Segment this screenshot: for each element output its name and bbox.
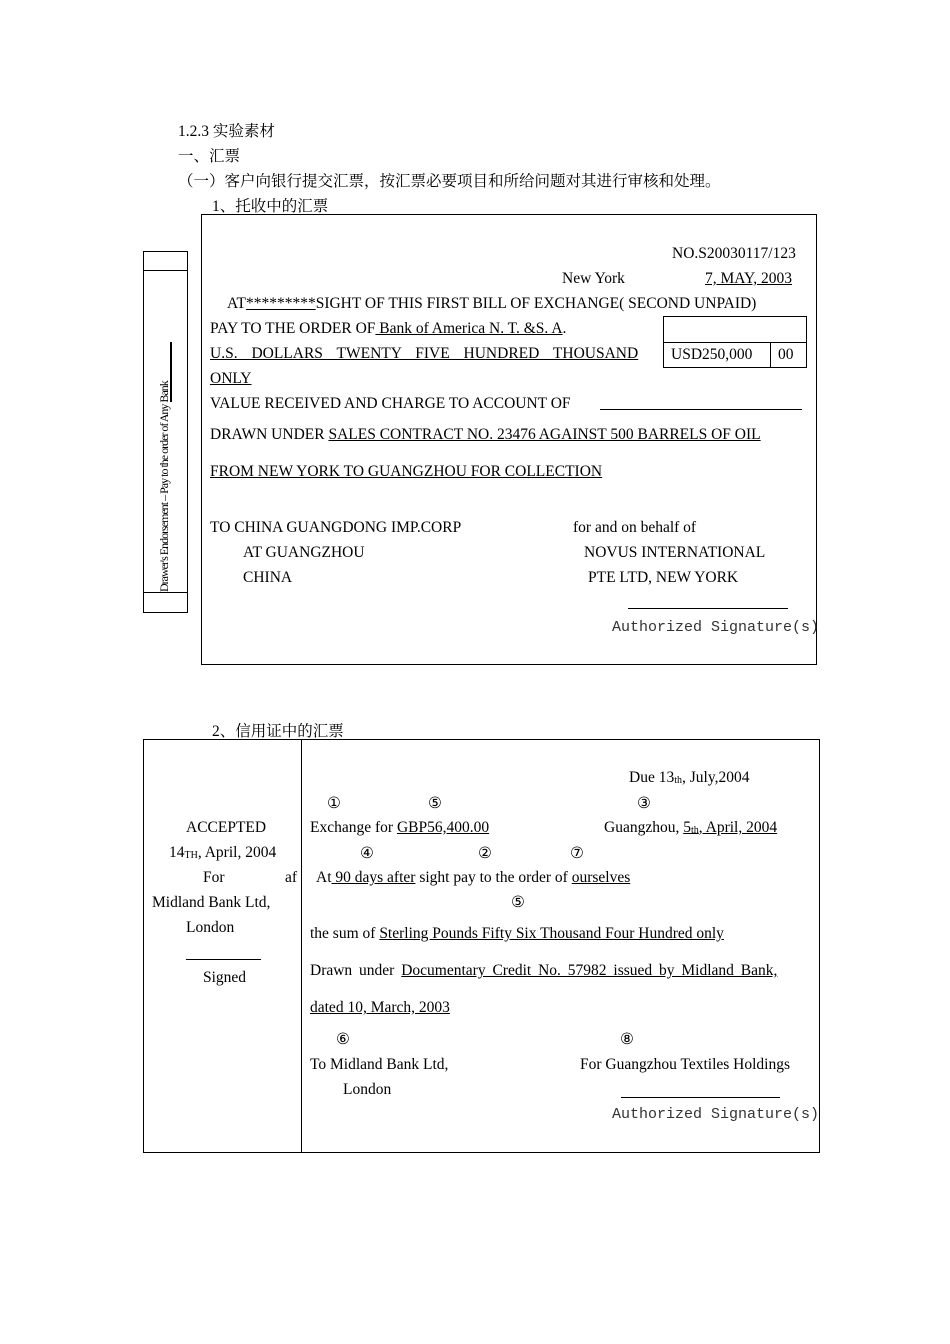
signed-label: Signed <box>203 969 247 986</box>
tenor: 90 days after <box>331 869 416 886</box>
contract-reference: SALES CONTRACT NO. 23476 AGAINST 500 BARRELS OF OIL <box>328 426 761 443</box>
drawee-city: London <box>343 1081 392 1098</box>
issue-place-date: Guangzhou, 5th, April, 2004 <box>604 819 778 836</box>
acceptor-city: London <box>186 919 235 936</box>
task-instruction: （一）客户向银行提交汇票，按汇票必要项目和所给问题对其进行审核和处理。 <box>178 173 721 190</box>
sub-heading-collection: 1、托收中的汇票 <box>212 198 329 215</box>
section-heading: 1.2.3 实验素材 <box>178 123 275 140</box>
contract-reference-cont: FROM NEW YORK TO GUANGZHOU FOR COLLECTION <box>210 463 603 480</box>
at-label: AT <box>227 295 246 312</box>
amount-box <box>663 316 807 368</box>
marker-7: ⑦ <box>570 845 584 862</box>
lc-bill-frame <box>143 739 820 1153</box>
tenor-line <box>227 295 756 313</box>
due-date: Due 13th, July,2004 <box>629 769 750 786</box>
payee: ourselves <box>571 869 631 886</box>
amount-in-words-cont: ONLY <box>210 370 252 387</box>
sum-in-words: Sterling Pounds Fifty Six Thousand Four Hundred only <box>379 925 724 942</box>
for-label: For <box>203 869 225 886</box>
amount-cents: 00 <box>778 346 794 363</box>
tenor-line: At 90 days after sight pay to the order of ourselves <box>316 869 680 887</box>
drawee-name: TO CHINA GUANGDONG IMP.CORP <box>210 519 462 536</box>
signature-line <box>621 1097 780 1098</box>
drawee-country: CHINA <box>243 569 293 586</box>
amount-in-words: U.S. DOLLARS TWENTY FIVE HUNDRED THOUSAND <box>210 345 639 362</box>
sum-line: the sum of Sterling Pounds Fifty Six Thousand Four Hundred only <box>310 925 724 942</box>
for-fragment: af <box>285 869 298 886</box>
pay-label: PAY TO THE ORDER OF <box>210 320 376 337</box>
account-blank <box>600 409 802 410</box>
sub-heading-lc: 2、信用证中的汇票 <box>212 723 344 740</box>
drawer-name-cont: PTE LTD, NEW YORK <box>588 569 739 586</box>
authorized-signature: Authorized Signature(s) <box>612 619 820 636</box>
signature-line <box>628 608 788 609</box>
marker-6: ⑥ <box>336 1031 350 1048</box>
behalf-label: for and on behalf of <box>573 519 697 536</box>
marker-8: ⑧ <box>620 1031 634 1048</box>
drawee-name: To Midland Bank Ltd, <box>310 1056 449 1073</box>
marker-1: ① <box>327 795 341 812</box>
marker-3: ③ <box>637 795 651 812</box>
exchange-line: Exchange for GBP56,400.00 <box>310 819 490 836</box>
amount-figure: USD250,000 <box>671 346 753 363</box>
part-heading: 一、汇票 <box>178 148 241 165</box>
acceptance-date: 14TH, April, 2004 <box>169 844 277 861</box>
value-received-line: VALUE RECEIVED AND CHARGE TO ACCOUNT OF <box>210 395 571 412</box>
credit-date: dated 10, March, 2003 <box>310 999 450 1016</box>
marker-5b: ⑤ <box>511 894 525 911</box>
drawer-name: For Guangzhou Textiles Holdings <box>580 1056 791 1073</box>
credit-reference: Documentary Credit No. 57982 issued by Midland Bank, <box>401 962 778 979</box>
payee-line: PAY TO THE ORDER OF Bank of America N. T. &S. A. <box>210 320 567 337</box>
drawee-city: AT GUANGZHOU <box>243 544 365 561</box>
tenor-blank: ********* <box>245 295 316 312</box>
marker-5: ⑤ <box>428 795 442 812</box>
payee-name: Bank of America N. T. &S. A <box>375 320 563 337</box>
marker-4: ④ <box>360 845 374 862</box>
bill-number: NO.S20030117/123 <box>672 245 796 262</box>
drawer-name: NOVUS INTERNATIONAL <box>584 544 766 561</box>
drawn-under-line: Drawn under Documentary Credit No. 57982 issued by Midland Bank, <box>310 962 778 979</box>
accepted-label: ACCEPTED <box>186 819 267 836</box>
sight-text: SIGHT OF THIS FIRST BILL OF EXCHANGE( SECOND UNPAID) <box>315 295 757 312</box>
bill-place: New York <box>562 270 625 287</box>
acceptor-name: Midland Bank Ltd, <box>152 894 271 911</box>
exchange-amount: GBP56,400.00 <box>396 819 490 836</box>
stamp-divider <box>144 270 188 271</box>
endorsement-text: Drawer's Endorsement – Pay to the order of Any Bank <box>157 381 171 592</box>
endorsement-stamp <box>143 251 188 613</box>
bill-date: 7, MAY, 2003 <box>705 270 792 287</box>
drawn-under-line: DRAWN UNDER SALES CONTRACT NO. 23476 AGAINST 500 BARRELS OF OIL <box>210 426 761 443</box>
marker-2: ② <box>478 845 492 862</box>
acceptor-signature-line <box>186 959 261 960</box>
acceptance-divider <box>301 740 302 1153</box>
authorized-signature: Authorized Signature(s) <box>612 1106 820 1123</box>
stamp-divider <box>144 592 188 593</box>
